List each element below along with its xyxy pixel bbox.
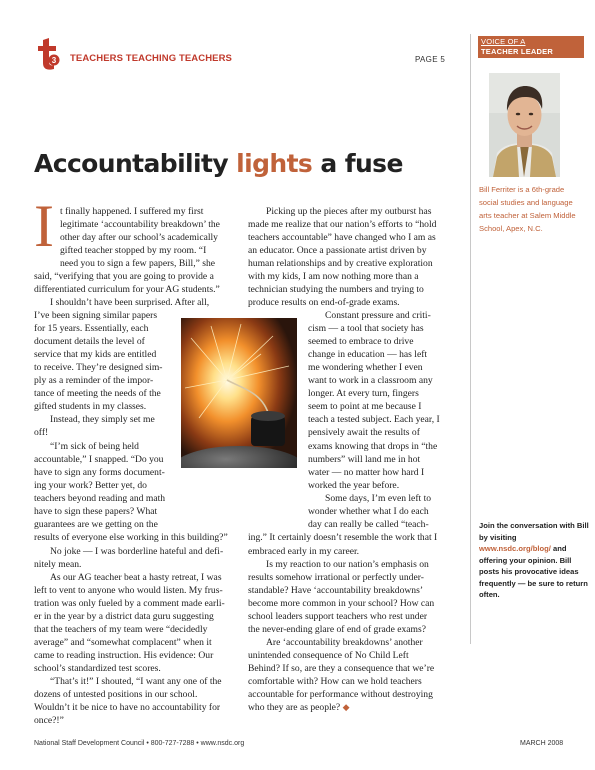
sidebar-divider — [470, 34, 471, 644]
col2-line: comfortable with? How can we hold teachers — [248, 676, 422, 687]
col1-line: nitely mean. — [34, 559, 82, 570]
col1-line: teachers beyond reading and math — [34, 493, 166, 504]
blog-link[interactable]: www.nsdc.org/blog/ — [479, 544, 551, 553]
col1-line: document details the level of — [34, 336, 145, 347]
col2-line: Behind? If so, are they a consequence that we’re — [248, 663, 435, 674]
col1-line: guarantees are we getting on the — [34, 519, 158, 530]
col2-line: made me realize that our nation’s efforts to “hold — [248, 219, 437, 230]
col2-line: change in education — has left — [308, 349, 428, 360]
col1-line: dozens of untested positions in our school. — [34, 689, 198, 700]
blog-callout-intro: Join the conversation with Bill by visiting — [479, 521, 589, 542]
col1-line: ing your work? Better yet, do — [34, 480, 147, 491]
col2-line: teach a tested subject. Each year, I — [308, 414, 440, 425]
col1-line: that the teachers of my team were “decidedly — [34, 624, 208, 635]
col2-line: pensively await the results of — [308, 427, 420, 438]
col1-line: Wouldn’t it be nice to have no accountability for — [34, 702, 221, 713]
col2-line: seem to point at me because I — [308, 401, 422, 412]
col2-line: school leaders support teachers who rest under — [248, 611, 428, 622]
voice-label-line1: VOICE OF A — [481, 37, 526, 46]
col2-line: Are ‘accountability breakdowns’ another — [266, 637, 423, 648]
col1-line: said, “verifying that you are going to provide a — [34, 271, 214, 282]
col2-line: an educator. Once a passionate artist driven by — [248, 245, 427, 256]
col1-line: to receive. They’re designed sim- — [34, 362, 163, 373]
col2-line: teachers accountable” have changed who I am as — [248, 232, 436, 243]
lit-fuse-illustration — [181, 318, 297, 468]
footer-date: MARCH 2008 — [520, 740, 564, 747]
col1-line: tration was only fueled by a comment made earli- — [34, 598, 225, 609]
col2-line: cism — a tool that society has — [308, 323, 424, 334]
col2-line: technician studying the numbers and trying to — [248, 284, 424, 295]
voice-label-line2: TEACHER LEADER — [481, 47, 553, 56]
col1-line: left to vent to anyone who would listen. My frus- — [34, 585, 223, 596]
col2-line: who they are as people? ◆ — [248, 702, 350, 713]
col2-line: become more common in your school? How can — [248, 598, 435, 609]
col2-line: wonder whether what I do each — [308, 506, 429, 517]
col2-line: produce results on end-of-grade exams. — [248, 297, 400, 308]
col1-line: school’s standardized test scores. — [34, 663, 161, 674]
col2-line: Is my reaction to our nation’s emphasis on — [266, 559, 429, 570]
col1-line: gifted teacher stopped by my room. “I — [60, 245, 207, 256]
col1-line: came to reading instruction. His evidence: Our — [34, 650, 214, 661]
col2-line: numbers” will land me in hot — [308, 454, 421, 465]
col2-line: me wondering whether I even — [308, 362, 423, 373]
col2-line: day can really be called “teach- — [308, 519, 429, 530]
col1-line: tance of meeting the needs of the — [34, 388, 161, 399]
col1-line: I shouldn’t have been surprised. After all, — [50, 297, 210, 308]
col2-line: with my kids, I am now nothing more than a — [248, 271, 419, 282]
col1-line: “I’m sick of being held — [50, 441, 139, 452]
col1-line: service that my kids are entitled — [34, 349, 157, 360]
col1-line: ply as a reminder of the impor- — [34, 375, 154, 386]
col1-line: Instead, they simply set me — [50, 414, 155, 425]
author-bio: Bill Ferriter is a 6th-grade social studies and language arts teacher at Salem Middle School, Apex, N.C. — [479, 185, 576, 233]
col2-line: ing.” It certainly doesn’t resemble the work that I — [248, 532, 438, 543]
col1-line: t finally happened. I suffered my first — [60, 206, 204, 217]
col2-line: Constant pressure and criti- — [325, 310, 431, 321]
col2-line: standable? Have ‘accountability breakdowns’ — [248, 585, 424, 596]
col1-line: gifted students in my classes. — [34, 401, 147, 412]
col2-line: accountable for performance without destroying — [248, 689, 433, 700]
drop-cap: I — [34, 193, 54, 259]
col1-line: No joke — I was borderline hateful and defi- — [50, 546, 224, 557]
col2-line: seemed to embrace to drive — [308, 336, 414, 347]
col2-line: worked the year before. — [308, 480, 400, 491]
col2-line: water — no matter how hard I — [308, 467, 425, 478]
col1-line: As our AG teacher beat a hasty retreat, I was — [50, 572, 222, 583]
header-title: TEACHERS TEACHING TEACHERS — [70, 53, 232, 64]
col1-line: differentiated curriculum for your AG students.” — [34, 284, 220, 295]
col1-line: off! — [34, 427, 49, 438]
col1-line: er in the year by a district data guru suggesting — [34, 611, 214, 622]
article-headline: Accountability lights a fuse — [34, 149, 403, 178]
col1-line: “That’s it!” I shouted, “I want any one of the — [50, 676, 222, 687]
col1-line: once?!” — [34, 715, 64, 726]
col2-line: Some days, I’m even left to — [325, 493, 432, 504]
col1-line: for 15 years. Essentially, each — [34, 323, 149, 334]
col2-line: longer. At every turn, fingers — [308, 388, 419, 399]
col2-line: exams knowing that drops in “the — [308, 441, 438, 452]
col1-line: other day after our school’s academically — [60, 232, 218, 243]
col1-line: I’ve been signing similar papers — [34, 310, 158, 321]
col1-line: have to sign any forms document- — [34, 467, 165, 478]
col1-line: need you to sign a few papers, Bill,” she — [60, 258, 216, 269]
col2-line: want to work in a classroom any — [308, 375, 433, 386]
col1-line: results of everyone else working in this building?” — [34, 532, 228, 543]
blog-callout-rest: and offering your opinion. Bill posts his provocative ideas frequently — be sure to return often. — [479, 544, 588, 599]
col2-line: Picking up the pieces after my outburst has — [266, 206, 432, 217]
col2-line: embraced early in my career. — [248, 546, 360, 557]
footer-contact: National Staff Development Council • 800-727-7288 • www.nsdc.org — [34, 740, 245, 747]
col1-line: legitimate ‘accountability breakdown’ the — [60, 219, 220, 230]
col2-line: results somehow irrational or perfectly under- — [248, 572, 424, 583]
col2-line: the never-ending glare of end of grade exams? — [248, 624, 427, 635]
end-mark-icon: ◆ — [342, 702, 350, 712]
blog-callout — [479, 520, 589, 601]
page-number: PAGE 5 — [415, 55, 446, 64]
col1-line: have to sign these papers? What — [34, 506, 158, 517]
t3-logo — [34, 38, 60, 70]
author-photo — [489, 73, 560, 177]
col2-line: unintended consequence of No Child Left — [248, 650, 409, 661]
col1-line: average” and “somewhat complacent” when it — [34, 637, 212, 648]
col1-line: accountable,” I snapped. “Do you — [34, 454, 164, 465]
col2-line: human relationships and by creative exploration — [248, 258, 433, 269]
logo-number: 3 — [51, 56, 57, 65]
